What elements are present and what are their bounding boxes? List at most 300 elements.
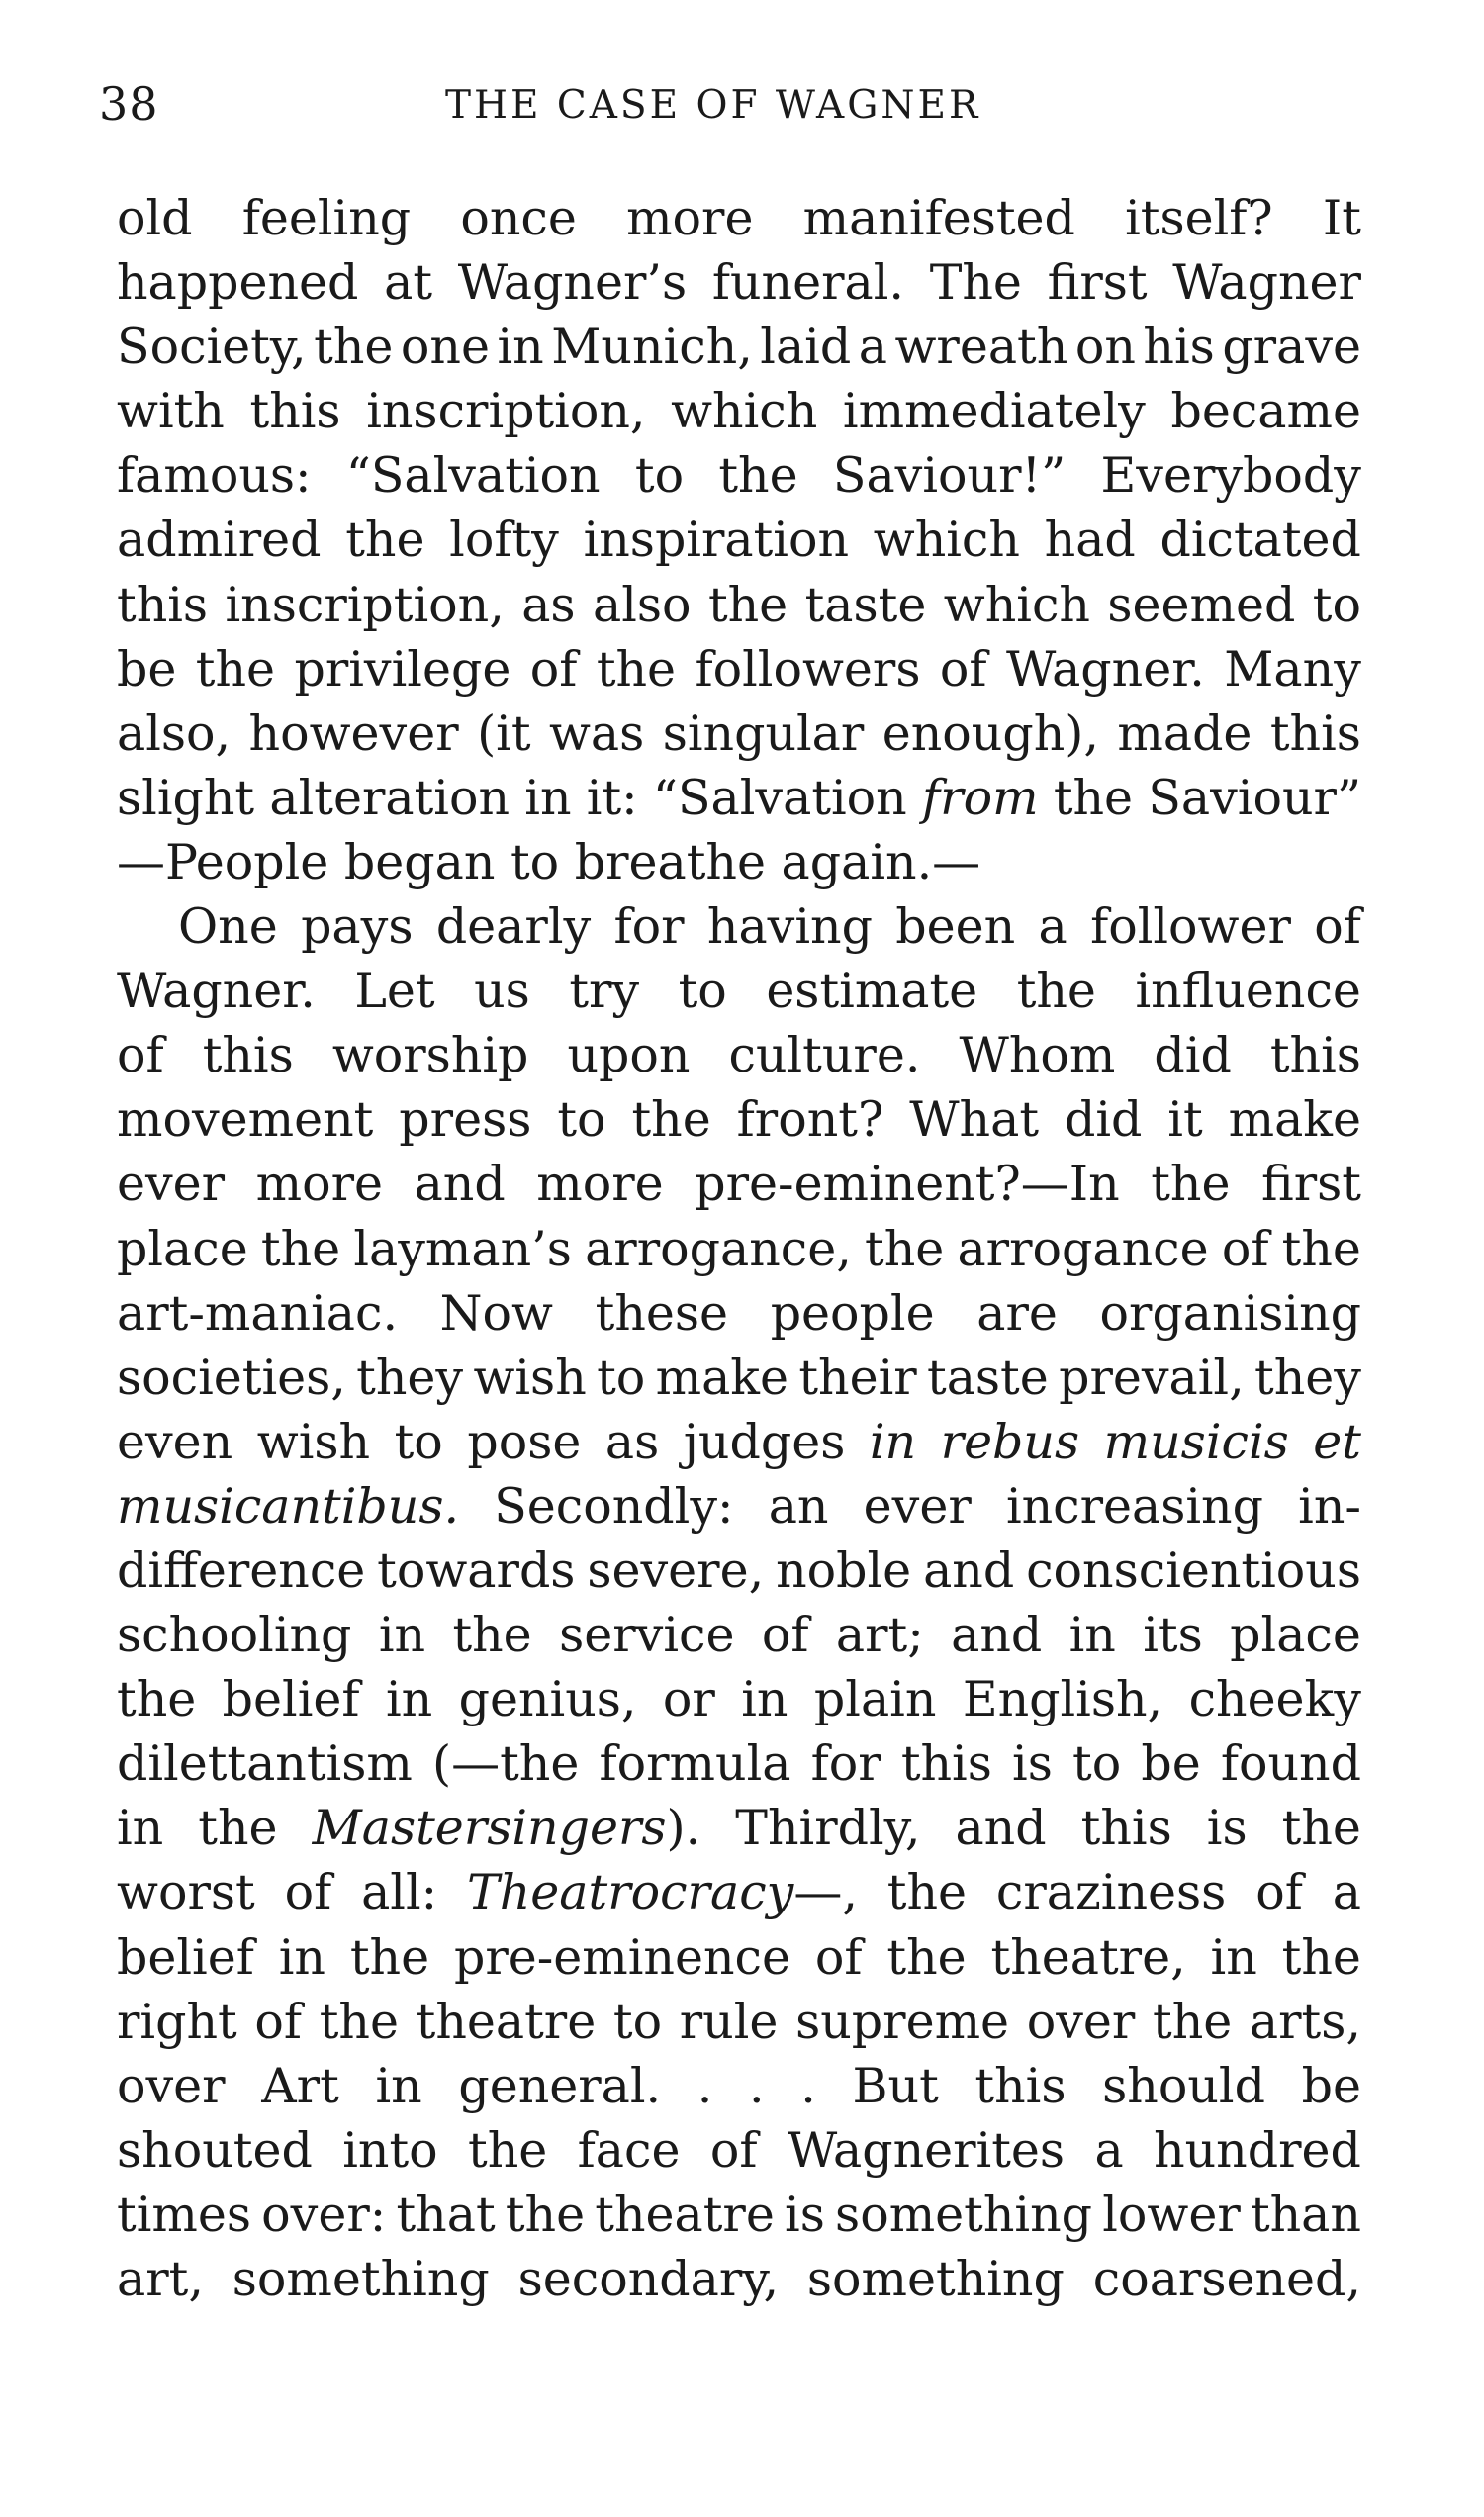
word: arts, (1249, 1993, 1361, 2050)
italic-word: rebus (940, 1413, 1080, 1470)
word: Wagner’s (457, 254, 688, 312)
word: on (1074, 319, 1136, 376)
word: is (1012, 1735, 1053, 1793)
text-line (117, 1603, 1361, 1667)
text-line (117, 186, 1361, 250)
word: are (976, 1284, 1058, 1342)
text-line (117, 766, 1361, 830)
word: to (557, 1091, 606, 1149)
italic-word: in (869, 1413, 917, 1470)
word: make (1228, 1091, 1361, 1149)
word: culture. (728, 1027, 921, 1084)
word: is (1206, 1800, 1248, 1857)
word: itself? (1125, 190, 1273, 246)
word: of (1255, 1864, 1303, 1921)
word: taste (804, 576, 927, 633)
text-line (117, 1538, 1361, 1603)
word: they (1254, 1349, 1361, 1406)
word: upon (567, 1027, 691, 1084)
word: Saviour” (1148, 769, 1361, 826)
word: slight (117, 769, 255, 826)
word: in (1068, 1607, 1116, 1664)
word: arrogance, (585, 1220, 852, 1277)
word: dearly (435, 898, 592, 956)
word: people (770, 1284, 935, 1342)
word: a (858, 319, 887, 376)
word: noble (776, 1541, 912, 1599)
word: of (284, 1864, 332, 1921)
text-run: —People began to breathe again.— (117, 833, 981, 890)
word: rule (679, 1993, 779, 2050)
text-line (117, 701, 1361, 766)
word: or (662, 1671, 715, 1728)
word: shouted (117, 2121, 313, 2179)
word: It (1322, 190, 1361, 246)
word: at (384, 254, 433, 312)
word: lofty (449, 512, 559, 569)
word: funeral. (711, 254, 904, 312)
word: prevail, (1059, 1349, 1245, 1406)
word: the (631, 1091, 711, 1149)
word: laid (760, 319, 852, 376)
word: the (260, 1220, 341, 1277)
word: of (117, 1027, 164, 1084)
word: over (1026, 1993, 1136, 2050)
word: in- (1298, 1477, 1361, 1535)
italic-word: musicantibus. (117, 1477, 460, 1535)
word: “Salvation (652, 769, 907, 826)
word: Secondly: (494, 1477, 734, 1535)
word: estimate (766, 963, 978, 1020)
word: coarsened, (1092, 2251, 1361, 2307)
word: the (1151, 1156, 1231, 1213)
word: art-maniac. (117, 1284, 399, 1342)
word: organising (1099, 1284, 1361, 1342)
word: in (375, 2057, 422, 2114)
word: towards (377, 1541, 576, 1599)
word: all: (361, 1864, 438, 1921)
word: schooling (117, 1607, 352, 1664)
word: craziness (995, 1864, 1227, 1921)
word: as (521, 576, 576, 633)
word: of (529, 640, 578, 698)
word: famous: (117, 447, 312, 505)
text-line (117, 1731, 1361, 1796)
word: pre-eminent?—In (695, 1156, 1120, 1213)
word: Wagner. (117, 963, 316, 1020)
word: Wagnerites (787, 2121, 1066, 2179)
word: (it (477, 704, 531, 762)
word: over: (261, 2186, 387, 2243)
word: the (198, 1800, 278, 1857)
word: into (342, 2121, 438, 2179)
word: seemed (1107, 576, 1296, 633)
text-line (117, 2183, 1361, 2247)
word: belief (222, 1671, 360, 1728)
word: place (117, 1220, 248, 1277)
word: had (1044, 512, 1136, 569)
word: face (577, 2121, 681, 2179)
word: worship (331, 1027, 529, 1084)
word: in (278, 1928, 325, 1986)
text-line (117, 894, 1361, 959)
text-line (117, 508, 1361, 572)
word: the (1281, 1928, 1361, 1986)
word: feeling (241, 190, 412, 246)
word: What (909, 1091, 1040, 1149)
word: times (117, 2186, 251, 2243)
word: a (1038, 898, 1067, 956)
word: art, (117, 2251, 204, 2307)
word: this (1269, 1027, 1361, 1084)
running-title: THE CASE OF WAGNER (445, 83, 981, 128)
word: followers (695, 640, 921, 698)
word: more (536, 1156, 664, 1213)
word: cheeky (1188, 1671, 1361, 1728)
word: pays (301, 898, 414, 956)
word: layman’s (353, 1220, 572, 1277)
word: in (497, 319, 544, 376)
word: front? (736, 1091, 884, 1149)
word: in (385, 1671, 433, 1728)
word: to (1312, 576, 1361, 633)
text-line (117, 1087, 1361, 1152)
word: of (1221, 1220, 1269, 1277)
word: But (852, 2057, 939, 2114)
word: in (741, 1671, 788, 1728)
text-line (117, 1925, 1361, 1990)
word: it: (586, 769, 638, 826)
word: something (835, 2186, 1093, 2243)
word: over (117, 2057, 226, 2114)
word: ). (666, 1800, 701, 1857)
word: its (1143, 1607, 1203, 1664)
word: movement (117, 1091, 374, 1149)
word: this (1080, 1800, 1172, 1857)
word: of (254, 1993, 303, 2050)
text-line (117, 250, 1361, 315)
word: privilege (294, 640, 511, 698)
word: these (595, 1284, 729, 1342)
word: having (706, 898, 873, 956)
word: severe, (587, 1541, 765, 1599)
word: admired (117, 512, 322, 569)
word: inscription, (225, 576, 505, 633)
word: the (865, 1220, 945, 1277)
word: Many (1224, 640, 1361, 698)
word: and (923, 1541, 1015, 1599)
word: singular (662, 704, 865, 762)
word: us (474, 963, 530, 1020)
word: the (1053, 769, 1134, 826)
word: the (349, 1928, 430, 1986)
word: should (1102, 2057, 1265, 2114)
word: one (400, 319, 490, 376)
word: wreath (894, 319, 1068, 376)
word: their (798, 1349, 917, 1406)
word: enough), (881, 704, 1099, 762)
word: the (195, 640, 276, 698)
text-line (117, 1281, 1361, 1346)
italic-word: musicis (1103, 1413, 1289, 1470)
word: alteration (269, 769, 510, 826)
word: English, (962, 1671, 1163, 1728)
word: genius, (458, 1671, 637, 1728)
word: of (1314, 898, 1361, 956)
text-line (117, 1152, 1361, 1216)
word: pose (467, 1413, 582, 1470)
word: than (1250, 2186, 1361, 2243)
word: also (592, 576, 692, 633)
word: be (1301, 2057, 1361, 2114)
word: the (345, 512, 425, 569)
word: the (505, 2186, 586, 2243)
word: of (939, 640, 987, 698)
word: became (1170, 383, 1361, 440)
text-line (117, 1796, 1361, 1860)
text-line (117, 2247, 1361, 2311)
word: grave (1222, 319, 1361, 376)
word: did (1154, 1027, 1232, 1084)
word: theatre (595, 2186, 775, 2243)
word: the (1153, 1993, 1233, 2050)
word: ever (117, 1156, 226, 1213)
word: even (117, 1413, 233, 1470)
word: made (1117, 704, 1252, 762)
word: secondary, (517, 2251, 780, 2307)
text-line (117, 2118, 1361, 2183)
page-header (99, 77, 1375, 137)
word: . (696, 2057, 713, 2114)
word: plain (813, 1671, 937, 1728)
word: influence (1135, 963, 1361, 1020)
word: wish (473, 1349, 587, 1406)
word: lower (1102, 2186, 1241, 2243)
word: the (452, 1607, 532, 1664)
word: the (1281, 1800, 1361, 1857)
word: happened (117, 254, 359, 312)
word: this (900, 1735, 992, 1793)
word: art; (835, 1607, 924, 1664)
word: conscientious (1026, 1541, 1361, 1599)
word: try (569, 963, 640, 1020)
word: the (1016, 963, 1096, 1020)
text-line (117, 1860, 1361, 1924)
word: to (394, 1413, 443, 1470)
word: something (232, 2251, 490, 2307)
word: press (399, 1091, 532, 1149)
word: was (548, 704, 645, 762)
word: the (468, 2121, 548, 2179)
word: . (749, 2057, 765, 2114)
text-line (117, 2054, 1361, 2118)
word: Saviour!” (832, 447, 1067, 505)
text-line (117, 1410, 1361, 1474)
word (467, 1860, 858, 1924)
word: —, (793, 1864, 858, 1921)
word: Thirdly, (735, 1800, 921, 1857)
word: inscription, (366, 383, 646, 440)
word: hundred (1154, 2121, 1361, 2179)
word: Munich, (551, 319, 753, 376)
word: to (678, 963, 727, 1020)
word (313, 1796, 701, 1860)
word: make (655, 1349, 788, 1406)
word: right (117, 1993, 237, 2050)
word: in (378, 1607, 426, 1664)
word: manifested (802, 190, 1075, 246)
word: societies, (117, 1349, 346, 1406)
word: is (785, 2186, 825, 2243)
text-line (117, 573, 1361, 637)
word: of (814, 1928, 863, 1986)
text-line (117, 959, 1361, 1023)
word: the (319, 1993, 399, 2050)
word: supreme (795, 1993, 1010, 2050)
word: Everybody (1100, 447, 1361, 505)
word: service (559, 1607, 735, 1664)
italic-word: et (1313, 1413, 1361, 1470)
word: in (117, 1800, 164, 1857)
word: with (117, 383, 225, 440)
italic-word: Theatrocracy (467, 1864, 794, 1921)
word: taste (927, 1349, 1049, 1406)
word: formula (599, 1735, 791, 1793)
word: to (634, 447, 685, 505)
word: worst (117, 1864, 255, 1921)
word: belief (117, 1928, 254, 1986)
word: more (626, 190, 754, 246)
word: immediately (842, 383, 1146, 440)
text-line (117, 830, 1361, 894)
word: the (718, 447, 798, 505)
word: they (356, 1349, 464, 1406)
word: One (178, 898, 278, 956)
word: inspiration (583, 512, 850, 569)
word: increasing (1005, 1477, 1263, 1535)
word: more (255, 1156, 384, 1213)
text-line (117, 1990, 1361, 2054)
word: to (612, 1993, 663, 2050)
word: Art (261, 2057, 339, 2114)
word: also, (117, 704, 232, 762)
word: follower (1090, 898, 1291, 956)
word: and (951, 1607, 1043, 1664)
word: and (955, 1800, 1047, 1857)
word: the (117, 1671, 197, 1728)
word: The (929, 254, 1022, 312)
word: old (117, 190, 193, 246)
word: the (596, 640, 677, 698)
text-line (117, 1474, 1361, 1538)
word: in (524, 769, 572, 826)
word: theatre (416, 1993, 597, 2050)
body-text (117, 186, 1361, 2311)
word: judges (683, 1413, 846, 1470)
word: for (613, 898, 685, 956)
word: (—the (431, 1735, 580, 1793)
word: which (873, 512, 1020, 569)
word: . (800, 2057, 816, 2114)
text-line (117, 637, 1361, 701)
word: Let (354, 963, 435, 1020)
word: that (396, 2186, 496, 2243)
word: which (943, 576, 1090, 633)
word: to (1072, 1735, 1122, 1793)
word: the (707, 576, 788, 633)
word: first (1047, 254, 1148, 312)
word: a (1332, 1864, 1361, 1921)
italic-word: from (922, 769, 1039, 826)
text-line (117, 1217, 1361, 1281)
text-line (117, 315, 1361, 379)
text-line (117, 1667, 1361, 1731)
word: general. (458, 2057, 662, 2114)
word: dictated (1159, 512, 1361, 569)
word: to (597, 1349, 646, 1406)
word: however (248, 704, 459, 762)
word: theatre, (990, 1928, 1186, 1986)
word: once (460, 190, 577, 246)
text-line (117, 1346, 1361, 1410)
word: dilettantism (117, 1735, 413, 1793)
word: ever (863, 1477, 972, 1535)
word: Wagner. (1005, 640, 1205, 698)
text-line (117, 443, 1361, 508)
text-line (117, 1023, 1361, 1087)
word: of (761, 1607, 809, 1664)
word: found (1220, 1735, 1361, 1793)
word: Now (439, 1284, 553, 1342)
word: as (604, 1413, 660, 1470)
word: first (1261, 1156, 1361, 1213)
word: which (671, 383, 818, 440)
word: this (974, 2057, 1067, 2114)
word: wish (256, 1413, 371, 1470)
word: be (1141, 1735, 1201, 1793)
word: place (1230, 1607, 1361, 1664)
word: this (249, 383, 341, 440)
word: for (810, 1735, 881, 1793)
word: Society, (117, 319, 307, 376)
word: something (806, 2251, 1065, 2307)
word: been (895, 898, 1016, 956)
word: this (1269, 704, 1361, 762)
word: difference (117, 1541, 366, 1599)
page-number: 38 (99, 77, 159, 131)
word: this (202, 1027, 294, 1084)
word: “Salvation (345, 447, 601, 505)
word: did (1064, 1091, 1143, 1149)
word: Whom (959, 1027, 1116, 1084)
word: his (1143, 319, 1215, 376)
word: an (768, 1477, 829, 1535)
word: arrogance (957, 1220, 1209, 1277)
word: and (414, 1156, 506, 1213)
word: a (1094, 2121, 1124, 2179)
word: the (886, 1864, 968, 1921)
word: pre-eminence (453, 1928, 790, 1986)
word: of (709, 2121, 758, 2179)
word: it (1167, 1091, 1203, 1149)
word: the (886, 1928, 967, 1986)
word: be (117, 640, 177, 698)
text-line (117, 379, 1361, 443)
word: Wagner (1172, 254, 1361, 312)
word: this (117, 576, 209, 633)
italic-word: Mastersingers (312, 1800, 667, 1857)
word: the (1281, 1220, 1361, 1277)
